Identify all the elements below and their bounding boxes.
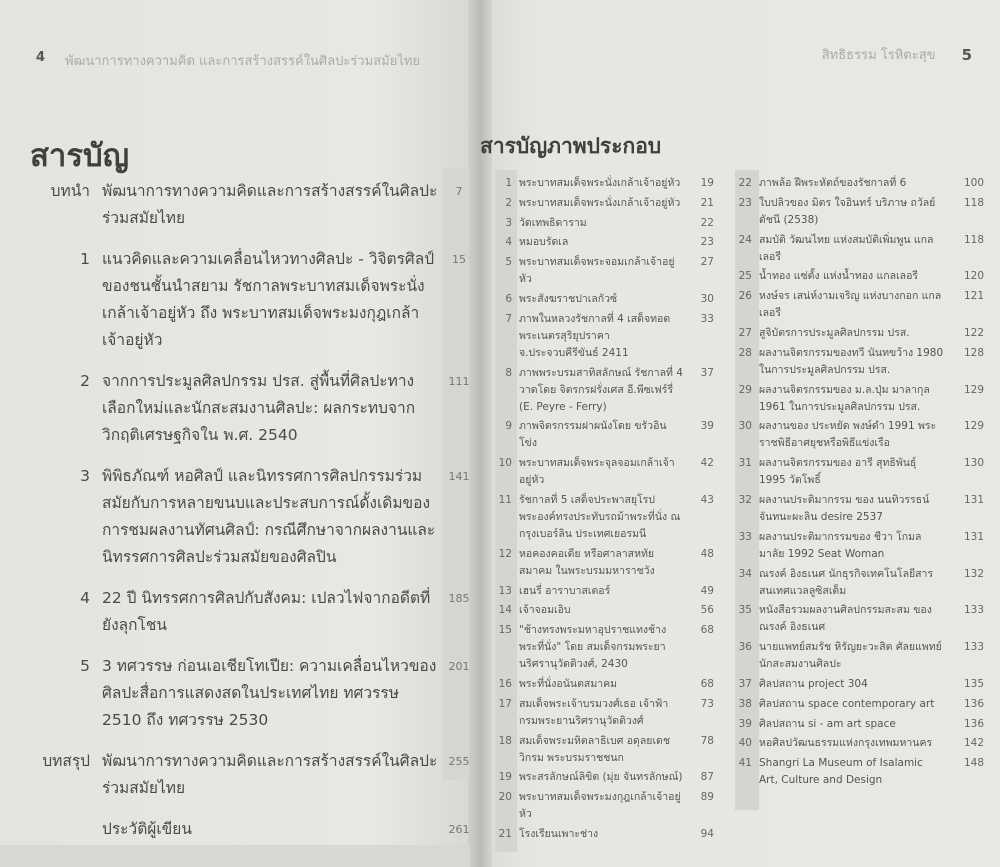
toc-entry-label: 1: [80, 250, 90, 268]
illustration-caption: ผลงานประติมากรรมของ ชีวา โกมลมาลัย 1992 Seat Woman: [759, 530, 922, 560]
left-page-number: 4: [36, 50, 46, 65]
toc-entry-page: 7: [455, 185, 463, 198]
toc-entry-page: 185: [448, 592, 470, 605]
illustration-number: 15: [498, 624, 512, 637]
illustration-item: [735, 345, 990, 379]
illustration-number: 10: [498, 457, 512, 470]
illustration-number: 4: [505, 236, 512, 249]
illustration-caption: หนังสือรวมผลงานศิลปกรรมสะสม ของ ณรงค์ อิงธเนศ: [759, 604, 932, 634]
illustration-page: 128: [963, 346, 984, 359]
illustration-page: 78: [700, 734, 714, 747]
illustration-caption: สมเด็จพระมหิตลาธิเบศ อดุลยเดชวิกรม พระบรมราชชนก: [519, 734, 670, 764]
illustration-item: [495, 254, 720, 288]
illustration-caption: ผลงานจิตรกรรมของทวี นันทขว้าง 1980 ในการประมูลศิลปกรรม ปรส.: [759, 346, 944, 376]
illustration-page: 39: [700, 420, 714, 433]
illustration-number: 9: [505, 420, 512, 433]
illustration-number: 26: [738, 290, 752, 303]
illustration-page: 120: [963, 270, 984, 283]
toc-entry-label: 2: [80, 372, 90, 390]
toc-entry: [30, 368, 470, 449]
toc-entry-page: 15: [452, 253, 466, 266]
illustration-caption: หอศิลปวัฒนธรรมแห่งกรุงเทพมหานคร: [759, 737, 933, 750]
illustration-page: 148: [963, 757, 984, 770]
illustration-page: 68: [700, 624, 714, 637]
toc-entry-page: 141: [448, 470, 470, 483]
illustration-item: [495, 602, 720, 619]
illustration-caption: พระสังฆราชปาเลกัวซ์: [519, 292, 618, 305]
illustration-page: 100: [963, 177, 984, 189]
illustration-item: [495, 826, 720, 843]
illustration-caption: ณรงค์ อิงธเนศ นักธุรกิจเทคโนโลยีสารสนเทศแวลลูซิสเต็ม: [759, 567, 934, 597]
illustration-page: 122: [963, 326, 984, 339]
illustration-page: 129: [963, 383, 984, 396]
illustration-item: [495, 676, 720, 693]
toc-entry-title: พิพิธภัณฑ์ หอศิลป์ และนิทรรศการศิลปกรรมร่วมสมัยกับการหลายขนบและประสบการณ์ดั้งเดิมของการชมผลงานทัศนศิลป์: กรณีศึกษาจากผลงานและนิทรรศการศิลปะร่วมสมัยของศิลปิน: [102, 467, 436, 566]
illustration-item: [495, 769, 720, 786]
illustration-caption: เฮนรี่ อาราบาสเตอร์: [519, 584, 611, 597]
illustration-number: 3: [505, 216, 512, 229]
illustration-item: [735, 696, 990, 713]
illustration-item: [735, 195, 990, 229]
illustration-number: 37: [738, 677, 752, 690]
left-running-head: [36, 50, 420, 71]
illustration-page: 131: [963, 493, 984, 506]
toc-entry-label: 3: [80, 467, 90, 485]
illustration-item: [735, 492, 990, 526]
illustration-number: 13: [498, 584, 512, 597]
illustration-caption: พระบาทสมเด็จพระนั่งเกล้าเจ้าอยู่หัว: [519, 177, 681, 189]
illustration-item: [495, 418, 720, 452]
illustration-number: 21: [498, 827, 512, 840]
illustration-item: [495, 546, 720, 580]
illustration-page: 130: [963, 457, 984, 470]
illustration-item: [495, 789, 720, 823]
illustration-number: 38: [738, 697, 752, 710]
toc-entry-title: จากการประมูลศิลปกรรม ปรส. สู่พื้นที่ศิลปะทางเลือกใหม่และนักสะสมงานศิลปะ: ผลกระทบจากวิกฤติเศรษฐกิจใน พ.ศ. 2540: [102, 372, 416, 444]
illustration-caption: หมอบรัดเล: [519, 236, 569, 249]
illustration-number: 20: [498, 791, 512, 804]
illustration-number: 22: [738, 177, 752, 189]
table-of-contents: [30, 178, 470, 857]
illustration-caption: เจ้าจอมเอิบ: [519, 604, 571, 617]
illustration-caption: พระบาทสมเด็จพระมงกุฎเกล้าเจ้าอยู่หัว: [519, 791, 681, 821]
illustration-page: 27: [700, 256, 714, 269]
illustration-item: [735, 325, 990, 342]
toc-entry-title: 3 ทศวรรษ ก่อนเอเชียโทเปีย: ความเคลื่อนไหวของศิลปะสื่อการแสดงสดในประเทศไทย ทศวรรษ 2510 ถึง ทศวรรษ 2530: [102, 657, 437, 729]
illustration-number: 28: [738, 346, 752, 359]
illustration-item: [735, 418, 990, 452]
toc-entry-page: 255: [448, 755, 470, 768]
right-running-head: [822, 44, 972, 65]
illustration-caption: "ช้างทรงพระมหาอุปราชแทงช้างพระที่นั่ง" โดย สมเด็จกรมพระยานริศรานุวัดติวงศ์, 2430: [519, 624, 667, 671]
illustrations-list-column-b: [735, 175, 990, 792]
illustration-number: 19: [498, 771, 512, 784]
toc-entry: [30, 246, 470, 354]
illustration-caption: ศิลปสถาน si - am art space: [759, 717, 896, 730]
illustration-item: [495, 583, 720, 600]
illustration-page: 129: [963, 420, 984, 433]
illustration-page: 48: [700, 547, 714, 560]
toc-entry-page: 111: [448, 375, 470, 388]
illustration-number: 11: [498, 493, 512, 506]
illustration-page: 87: [700, 771, 714, 784]
illustration-page: 131: [963, 530, 984, 543]
illustration-caption: สมเด็จพระเจ้าบรมวงศ์เธอ เจ้าฟ้ากรมพระยานริศรานุวัดติวงศ์: [519, 697, 669, 727]
illustration-caption: Shangri La Museum of Isalamic Art, Culture and Design: [759, 757, 923, 787]
illustration-caption: ศิลปสถาน project 304: [759, 677, 868, 690]
illustration-item: [735, 268, 990, 285]
illustration-page: 30: [700, 292, 714, 305]
illustration-page: 94: [700, 827, 714, 840]
illustration-item: [495, 365, 720, 416]
illustration-number: 30: [738, 420, 752, 433]
right-page-number: 5: [961, 45, 972, 64]
toc-entry: [30, 653, 470, 734]
illustration-item: [735, 602, 990, 636]
illustration-caption: ผลงานประติมากรรม ของ นนทิวรรธน์ จันทนะผะลิน desire 2537: [759, 493, 930, 523]
illustration-item: [495, 492, 720, 543]
illustration-number: 41: [738, 757, 752, 770]
illustration-number: 40: [738, 737, 752, 750]
illustration-page: 23: [700, 236, 714, 249]
illustration-number: 8: [505, 366, 512, 379]
illustration-item: [735, 288, 990, 322]
illustration-item: [495, 215, 720, 232]
illustration-item: [495, 291, 720, 308]
illustration-caption: พระบาทสมเด็จพระจอมเกล้าเจ้าอยู่หัว: [519, 256, 675, 286]
illustration-page: 73: [700, 697, 714, 710]
illustration-page: 142: [963, 737, 984, 750]
toc-entry-page: 201: [448, 660, 470, 673]
toc-entry-title: ประวัติผู้เขียน: [102, 820, 192, 838]
right-running-author: สิทธิธรรม โรหิตะสุข: [821, 48, 936, 63]
illustration-caption: หงษ์จร เสน่ห์งามเจริญ แห่งบางกอก แกลเลอรี: [759, 290, 942, 320]
illustration-page: 22: [700, 216, 714, 229]
illustration-item: [495, 195, 720, 212]
illustration-page: 42: [700, 457, 714, 470]
illustration-caption: ใบปลิวของ มิตร ใจอินทร์ บริภาษ ถวัลย์ ดัชนี (2538): [759, 196, 936, 226]
illustration-caption: ศิลปสถาน space contemporary art: [759, 697, 935, 710]
illustration-number: 2: [505, 196, 512, 209]
illustration-page: 121: [963, 290, 984, 303]
illustration-item: [735, 175, 990, 192]
toc-entry: [30, 178, 470, 232]
illustration-page: 19: [700, 177, 714, 189]
illustration-number: 25: [738, 270, 752, 283]
illustration-item: [735, 529, 990, 563]
illustration-item: [495, 234, 720, 251]
illustration-number: 39: [738, 717, 752, 730]
illustration-caption: ผลงานจิตรกรรมของ ม.ล.ปุ่ม มาลากุล 1961 ในการประมูลศิลปกรรม ปรส.: [759, 383, 930, 413]
illustration-item: [735, 566, 990, 600]
illustration-number: 16: [498, 677, 512, 690]
illustration-page: 43: [700, 493, 714, 506]
illustration-item: [735, 455, 990, 489]
toc-entry: [30, 748, 470, 802]
illustration-number: 18: [498, 734, 512, 747]
illustration-caption: รัชกาลที่ 5 เสด็จประพาสยุโรป พระองค์ทรงประทับรถม้าพระที่นั่ง ณ กรุงเบอร์ลิน ประเทศเยอรมนี: [519, 493, 681, 540]
illustration-number: 34: [738, 567, 752, 580]
left-running-title: พัฒนาการทางความคิด และการสร้างสรรค์ในศิลปะร่วมสมัยไทย: [65, 54, 421, 69]
illustration-page: 136: [963, 697, 984, 710]
illustration-number: 23: [738, 196, 752, 209]
illustration-item: [735, 735, 990, 752]
illustration-number: 29: [738, 383, 752, 396]
illustration-item: [735, 382, 990, 416]
illustration-page: 133: [963, 604, 984, 617]
illustration-page: 118: [963, 233, 984, 246]
illustration-caption: พระบาทสมเด็จพระจุลจอมเกล้าเจ้าอยู่หัว: [519, 457, 675, 487]
illustration-page: 89: [700, 791, 714, 804]
illustration-page: 135: [963, 677, 984, 690]
illustrations-title: สารบัญภาพประกอบ: [480, 134, 662, 158]
illustration-item: [495, 622, 720, 673]
illustration-number: 7: [505, 312, 512, 325]
illustration-caption: พระบาทสมเด็จพระนั่งเกล้าเจ้าอยู่หัว: [519, 196, 681, 209]
illustration-page: 133: [963, 641, 984, 654]
illustration-caption: ภาพพระบรมสาทิสลักษณ์ รัชกาลที่ 4 วาดโดย จิตรกรฝรั่งเศส อี.พีซเฟร์รี่ (E. Peyre - Ferry): [519, 366, 683, 413]
illustration-caption: ผลงานของ ประหยัด พงษ์ดำ 1991 พระราชพิธีอาศยุชหรือพิธีแข่งเรือ: [759, 420, 937, 450]
illustration-page: 136: [963, 717, 984, 730]
illustration-item: [735, 232, 990, 266]
illustration-caption: น้ำทอง แซ่ตั้ง แห่งน้ำทอง แกลเลอรี: [759, 270, 919, 283]
illustration-page: 118: [963, 196, 984, 209]
toc-entry-title: พัฒนาการทางความคิดและการสร้างสรรค์ในศิลปะร่วมสมัยไทย: [102, 182, 438, 227]
illustrations-list-column-a: [495, 175, 720, 846]
illustration-number: 5: [505, 256, 512, 269]
illustration-number: 6: [505, 292, 512, 305]
toc-entry-label: [30, 816, 102, 843]
toc-entry-title: แนวคิดและความเคลื่อนไหวทางศิลปะ - วิจิตรศิลป์ของชนชั้นนำสยาม รัชกาลพระบาทสมเด็จพระนั่งเกล้าเจ้าอยู่หัว ถึง พระบาทสมเด็จพระมงกุฎเกล้าเจ้าอยู่หัว: [102, 250, 435, 349]
illustration-item: [495, 175, 720, 192]
toc-entry-title: 22 ปี นิทรรศการศิลปกับสังคม: เปลวไฟจากอดีตที่ยังลุกโชน: [102, 589, 431, 634]
illustration-number: 36: [738, 641, 752, 654]
illustration-page: 33: [700, 312, 714, 325]
illustration-number: 17: [498, 697, 512, 710]
illustration-caption: วัดเทพธิดาราม: [519, 216, 587, 229]
illustration-caption: นายแพทย์สมรัช หิรัญยะวะสิต ศัลยแพทย์ นักสะสมงานศิลปะ: [759, 641, 942, 671]
illustration-item: [495, 455, 720, 489]
illustration-page: 132: [963, 567, 984, 580]
toc-entry: [30, 585, 470, 639]
illustration-number: 33: [738, 530, 752, 543]
illustration-number: 12: [498, 547, 512, 560]
illustration-item: [735, 716, 990, 733]
toc-entry-page: 261: [448, 823, 470, 836]
toc-entry-label: บทนำ: [50, 182, 90, 200]
toc-entry-label: บทสรุป: [42, 752, 90, 770]
illustration-page: 56: [700, 604, 714, 617]
toc-title: สารบัญ: [30, 138, 130, 174]
illustration-item: [495, 311, 720, 362]
illustration-number: 14: [498, 604, 512, 617]
illustration-caption: สมบัติ วัฒนไทย แห่งสมบัติเพิ่มพูน แกลเลอรี: [759, 233, 934, 263]
illustration-caption: โรงเรียนเพาะช่าง: [519, 827, 599, 840]
illustration-caption: สูจิบัตรการประมูลศิลปกรรม ปรส.: [759, 326, 910, 339]
illustration-caption: หอคองคอเดีย หรือศาลาสหทัยสมาคม ในพระบรมมหาราชวัง: [519, 547, 655, 577]
illustration-caption: พระสรลักษณ์ลิขิต (มุ่ย จันทรลักษณ์): [519, 771, 683, 784]
illustration-caption: พระที่นั่งอนันตสมาคม: [519, 677, 618, 690]
illustration-caption: ภาพในหลวงรัชกาลที่ 4 เสด็จทอดพระเนตรสุริยุปราคา จ.ประจวบคีรีขันธ์ 2411: [519, 312, 671, 359]
toc-entry: [30, 463, 470, 571]
illustration-number: 32: [738, 493, 752, 506]
illustration-caption: ผลงานจิตรกรรมของ อารี สุทธิพันธุ์ 1995 วัดโพธิ์: [759, 457, 917, 487]
illustration-item: [735, 676, 990, 693]
illustration-page: 21: [700, 196, 714, 209]
illustration-number: 31: [738, 457, 752, 470]
illustration-number: 27: [738, 326, 752, 339]
toc-entry: [30, 816, 470, 843]
illustration-page: 49: [700, 584, 714, 597]
illustration-page: 37: [700, 366, 714, 379]
illustration-item: [735, 639, 990, 673]
illustration-number: 24: [738, 233, 752, 246]
toc-entry-label: 4: [80, 589, 90, 607]
illustration-item: [735, 755, 990, 789]
illustration-number: 35: [738, 604, 752, 617]
toc-entry-label: 5: [80, 657, 90, 675]
illustration-caption: ภาพล้อ ฝีพระหัตถ์ของรัชกาลที่ 6: [759, 177, 907, 189]
illustration-number: 1: [505, 177, 512, 189]
illustration-item: [495, 733, 720, 767]
illustration-page: 68: [700, 677, 714, 690]
toc-entry-title: พัฒนาการทางความคิดและการสร้างสรรค์ในศิลปะร่วมสมัยไทย: [102, 752, 438, 797]
illustration-caption: ภาพจิตรกรรมฝาผนังโดย ขรัวอินโข่ง: [519, 420, 667, 450]
illustration-item: [495, 696, 720, 730]
